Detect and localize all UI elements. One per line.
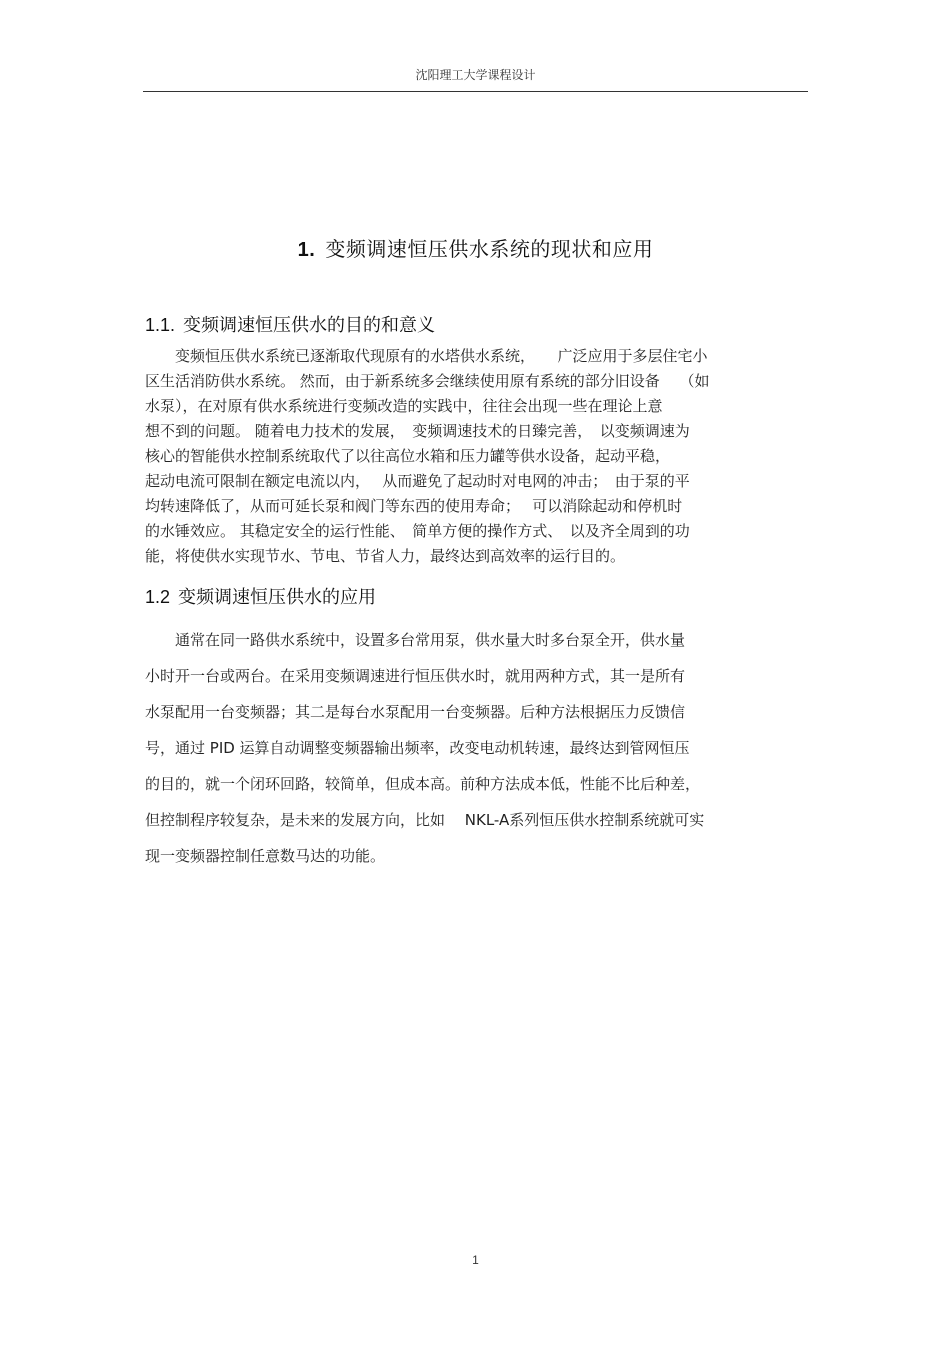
running-header: 沈阳理工大学课程设计 xyxy=(415,68,536,82)
section-title: 变频调速恒压供水的目的和意义 xyxy=(183,315,436,336)
paragraph-line: 起动电流可限制在额定电流以内， 从而避免了起动时对电网的冲击； 由于泵的平 xyxy=(145,472,690,490)
chapter-number: 1. xyxy=(297,239,316,261)
page-number: 1 xyxy=(472,1253,479,1267)
paragraph-line: 水泵），在对原有供水系统进行变频改造的实践中，往往会出现一些在理论上意 xyxy=(145,397,663,415)
section-heading-1-2 xyxy=(145,583,376,609)
paragraph-line: 核心的智能供水控制系统取代了以往高位水箱和压力罐等供水设备，起动平稳， xyxy=(145,447,671,465)
section-title: 变频调速恒压供水的应用 xyxy=(178,587,377,608)
paragraph-line: 变频恒压供水系统已逐渐取代现原有的水塔供水系统， 广泛应用于多层住宅小 xyxy=(145,347,708,365)
header-rule xyxy=(143,91,808,92)
section-number: 1.1. xyxy=(145,315,176,335)
paragraph-line: 小时开一台或两台。在采用变频调速进行恒压供水时，就用两种方式，其一是所有 xyxy=(145,667,686,685)
paragraph-line: 的水锤效应。 其稳定安全的运行性能、 简单方便的操作方式、 以及齐全周到的功 xyxy=(145,522,690,540)
paragraph-line: 均转速降低了，从而可延长泵和阀门等东西的使用寿命； 可以消除起动和停机时 xyxy=(145,497,683,515)
paragraph-line: 能，将使供水实现节水、节电、节省人力，最终达到高效率的运行目的。 xyxy=(145,547,626,565)
paragraph-line: 水泵配用一台变频器；其二是每台水泵配用一台变频器。后种方法根据压力反馈信 xyxy=(145,703,686,721)
paragraph-line: 区生活消防供水系统。 然而，由于新系统多会继续使用原有系统的部分旧设备 （如 xyxy=(145,372,710,390)
paragraph-line: 号，通过 PID 运算自动调整变频器输出频率，改变电动机转速，最终达到管网恒压 xyxy=(145,739,690,757)
paragraph-line: 现一变频器控制任意数马达的功能。 xyxy=(145,847,386,865)
paragraph-line: 通常在同一路供水系统中，设置多台常用泵，供水量大时多台泵全开，供水量 xyxy=(145,631,686,649)
paragraph-line: 的目的，就一个闭环回路，较简单，但成本高。前种方法成本低，性能不比后种差， xyxy=(145,775,701,793)
section-number: 1.2 xyxy=(145,587,171,607)
section-heading-1-1 xyxy=(145,311,435,337)
chapter-title xyxy=(143,233,808,262)
paragraph-line: 但控制程序较复杂，是未来的发展方向，比如 NKL-A系列恒压供水控制系统就可实 xyxy=(145,811,705,829)
chapter-title-text: 变频调速恒压供水系统的现状和应用 xyxy=(325,237,654,261)
paragraph-line: 想不到的问题。 随着电力技术的发展， 变频调速技术的日臻完善， 以变频调速为 xyxy=(145,422,690,440)
